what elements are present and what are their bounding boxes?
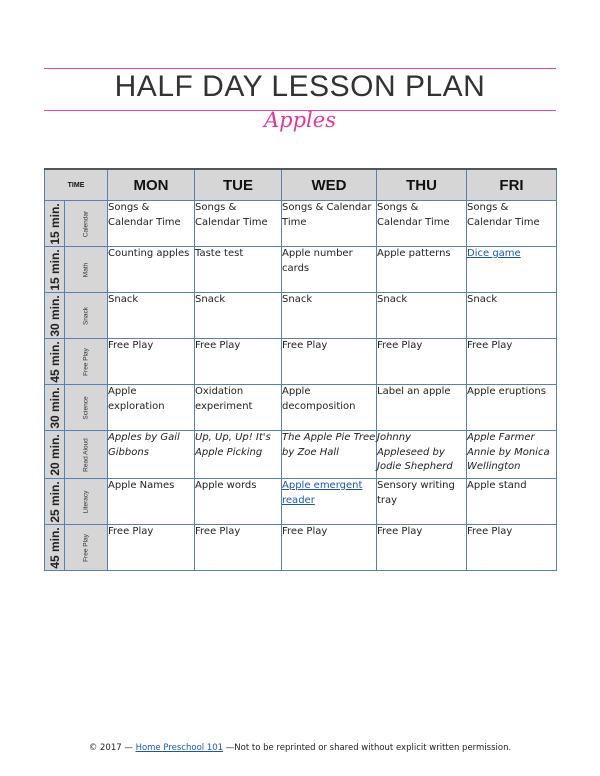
table-row: [45, 479, 557, 525]
subject-label: Snack: [82, 306, 90, 325]
table-row: [45, 385, 557, 431]
time-cell: [45, 525, 65, 571]
dice-game-link[interactable]: Dice game: [467, 248, 521, 259]
activity-cell: Snack: [377, 293, 467, 339]
activity-cell: Up, Up, Up! It's Apple Picking: [195, 431, 282, 479]
time-cell: [45, 293, 65, 339]
activity-cell: Free Play: [467, 339, 557, 385]
subject-label: Literacy: [82, 490, 90, 513]
activity-cell: Apple exploration: [108, 385, 195, 431]
subject-cell: [65, 431, 108, 479]
time-label: 30 min.: [47, 386, 62, 429]
activity-cell: Counting apples: [108, 247, 195, 293]
subject-label: Calendar: [82, 210, 90, 237]
activity-cell: Free Play: [195, 339, 282, 385]
time-label: 15 min.: [47, 202, 62, 245]
activity-cell[interactable]: [467, 247, 557, 293]
activity-cell: Songs & Calendar Time: [467, 201, 557, 247]
activity-cell: Oxidation experiment: [195, 385, 282, 431]
home-preschool-link[interactable]: Home Preschool 101: [135, 743, 224, 753]
activity-cell: Label an apple: [377, 385, 467, 431]
activity-cell: Apple Names: [108, 479, 195, 525]
activity-cell: Snack: [108, 293, 195, 339]
subject-label: Math: [82, 262, 90, 277]
time-cell: [45, 339, 65, 385]
activity-cell: Apple number cards: [282, 247, 377, 293]
activity-cell: Snack: [282, 293, 377, 339]
time-label: 30 min.: [47, 294, 62, 337]
time-header: TIME: [45, 169, 108, 201]
activity-cell: Apple Farmer Annie by Monica Wellington: [467, 431, 557, 479]
activity-cell[interactable]: [282, 479, 377, 525]
page-subtitle: Apples: [264, 108, 336, 132]
page-title: HALF DAY LESSON PLAN: [114, 70, 486, 103]
activity-cell: Songs & Calendar Time: [282, 201, 377, 247]
header-row: [45, 169, 557, 201]
time-cell: [45, 385, 65, 431]
activity-cell: Free Play: [377, 525, 467, 571]
time-cell: [45, 247, 65, 293]
day-header-wed: WED: [282, 169, 377, 201]
time-label: 25 min.: [47, 480, 62, 523]
activity-cell: Taste test: [195, 247, 282, 293]
table-row: [45, 293, 557, 339]
table-row: [45, 247, 557, 293]
subject-label: Read Aloud: [82, 437, 90, 472]
activity-cell: Apple words: [195, 479, 282, 525]
top-divider: [44, 68, 556, 69]
day-header-mon: MON: [108, 169, 195, 201]
activity-cell: Free Play: [467, 525, 557, 571]
footer-suffix: —Not to be reprinted or shared without explicit written permission.: [223, 743, 512, 753]
activity-cell: Apple patterns: [377, 247, 467, 293]
activity-cell: Snack: [195, 293, 282, 339]
activity-cell: Free Play: [108, 525, 195, 571]
day-header-tue: TUE: [195, 169, 282, 201]
emergent-reader-link[interactable]: Apple emergent reader: [282, 480, 363, 506]
time-label: 20 min.: [47, 433, 62, 476]
table-row: [45, 339, 557, 385]
copyright-footer: [0, 743, 600, 753]
time-cell: [45, 431, 65, 479]
day-header-fri: FRI: [467, 169, 557, 201]
activity-cell: Snack: [467, 293, 557, 339]
table-row: [45, 431, 557, 479]
subject-cell: [65, 525, 108, 571]
activity-cell: Songs & Calendar Time: [108, 201, 195, 247]
activity-cell: Apples by Gail Gibbons: [108, 431, 195, 479]
activity-cell: Sensory writing tray: [377, 479, 467, 525]
activity-cell: Songs & Calendar Time: [195, 201, 282, 247]
table-row: [45, 525, 557, 571]
activity-cell: Free Play: [108, 339, 195, 385]
activity-cell: Free Play: [195, 525, 282, 571]
activity-cell: Free Play: [282, 525, 377, 571]
subject-label: Science: [82, 395, 90, 420]
subject-cell: [65, 479, 108, 525]
lesson-plan-table: [44, 168, 557, 571]
activity-cell: Apple eruptions: [467, 385, 557, 431]
day-header-thu: THU: [377, 169, 467, 201]
time-cell: [45, 201, 65, 247]
subject-cell: [65, 385, 108, 431]
footer-prefix: © 2017 —: [88, 743, 136, 753]
subject-label: Free Play: [82, 347, 90, 376]
subject-cell: [65, 339, 108, 385]
table-row: [45, 201, 557, 247]
activity-cell: Free Play: [377, 339, 467, 385]
activity-cell: Apple stand: [467, 479, 557, 525]
subject-cell: [65, 247, 108, 293]
time-cell: [45, 479, 65, 525]
activity-cell: Songs & Calendar Time: [377, 201, 467, 247]
time-label: 45 min.: [47, 526, 62, 569]
activity-cell: Apple decomposition: [282, 385, 377, 431]
time-label: 45 min.: [47, 340, 62, 383]
activity-cell: Free Play: [282, 339, 377, 385]
time-label: 15 min.: [47, 248, 62, 291]
activity-cell: Johnny Appleseed by Jodie Shepherd: [377, 431, 467, 479]
activity-cell: The Apple Pie Tree by Zoe Hall: [282, 431, 377, 479]
subject-cell: [65, 201, 108, 247]
subject-cell: [65, 293, 108, 339]
subject-label: Free Play: [82, 533, 90, 562]
